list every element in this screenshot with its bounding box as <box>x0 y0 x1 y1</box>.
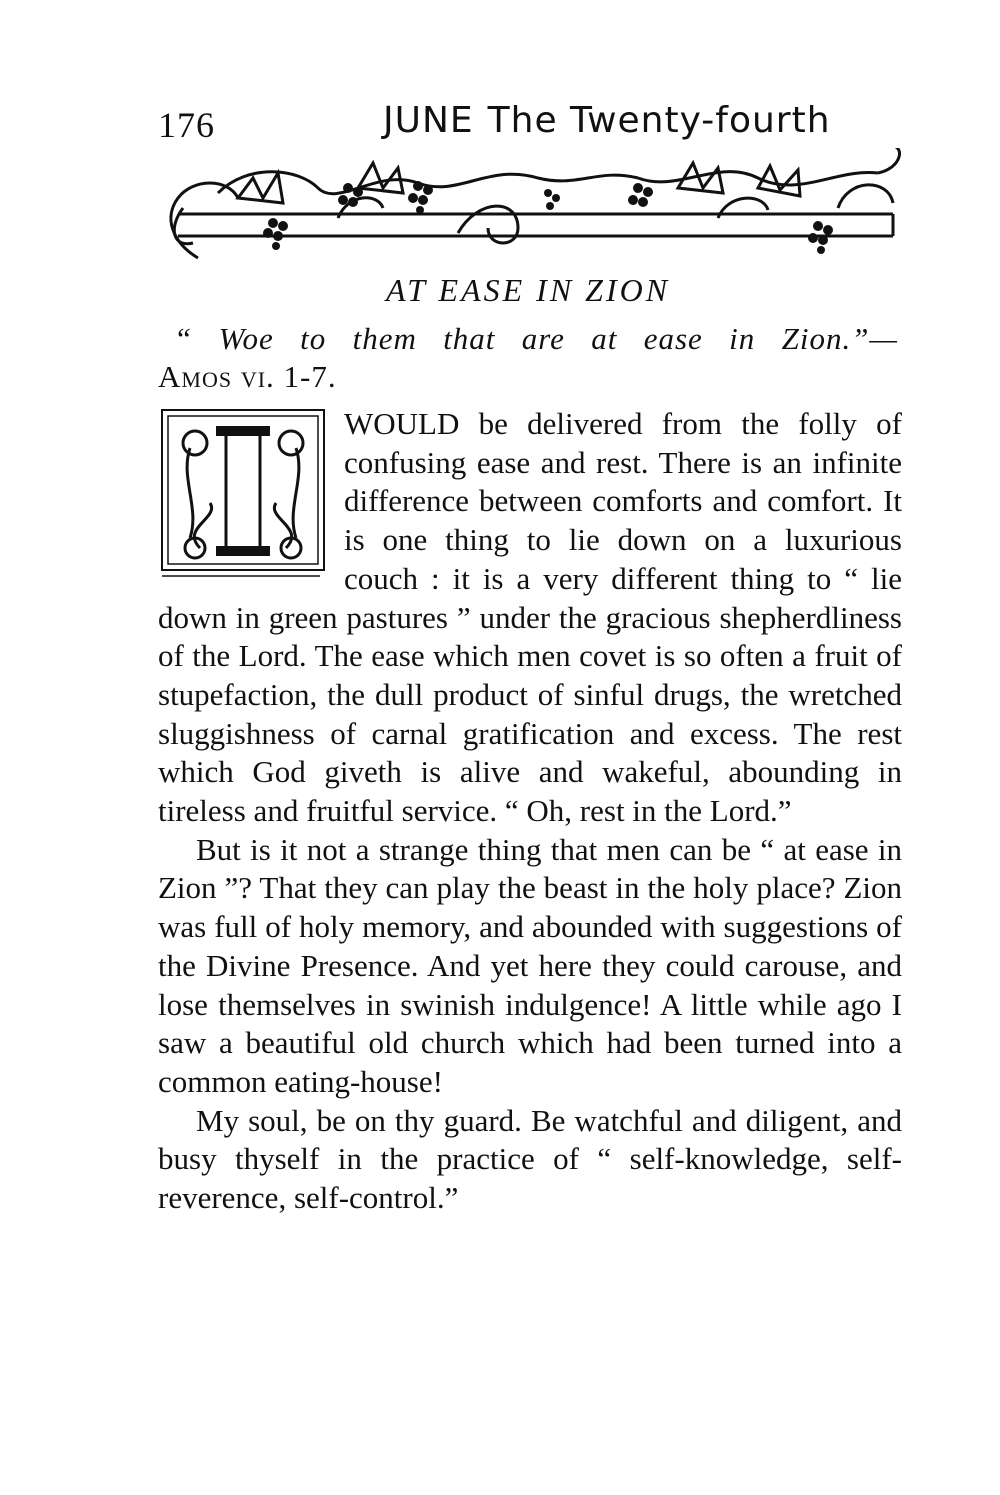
paragraph-3: My soul, be on thy guard. Be watchful and diligent, and busy thyself in the practice of “ self-knowledge, self-reverence, self-control.” <box>158 1102 902 1216</box>
chapter-title: AT EASE IN ZION <box>385 272 671 308</box>
paragraph-1: WOULD be delivered from the folly of confusing ease and rest. There is an infinite difference between comforts and comfort. It is one thing to lie down on a luxurious couch : it is a very different thing to “ lie down in green pastures ” under the gracious shepherdliness of the Lord. The ease which men covet is so often a fruit of stupefaction, the dull product of sinful drugs, the wretched sluggishness of carnal gratification and excess. The rest which God giveth is alive and wakeful, abounding in tireless and fruitful service. “ Oh, rest in the Lord.” <box>158 406 902 829</box>
running-head <box>158 100 898 152</box>
drop-cap-letter: I <box>221 425 265 569</box>
page-number: 176 <box>158 105 215 145</box>
paragraph-2: But is it not a strange thing that men can be “ at ease in Zion ”? That they can play the beast in the holy place? Zion was full of holy memory, and abounded with suggestions of the Divine Presence. And yet here they could carouse, and lose themselves in swinish indulgence! A little while ago I saw a beautiful old church which had been turned into a common eating-house! <box>158 831 902 1099</box>
epigraph-reference: Amos vi. 1-7. <box>158 359 337 394</box>
body-text <box>158 405 902 1218</box>
running-head-month: JUNE <box>383 100 474 141</box>
running-head-day: The Twenty-fourth <box>487 100 831 141</box>
epigraph-quote: “ Woe to them that are at ease in Zion.”— <box>174 321 898 356</box>
vine-grape-border-icon <box>158 148 908 268</box>
running-head-title <box>383 100 831 141</box>
epigraph <box>158 320 898 396</box>
